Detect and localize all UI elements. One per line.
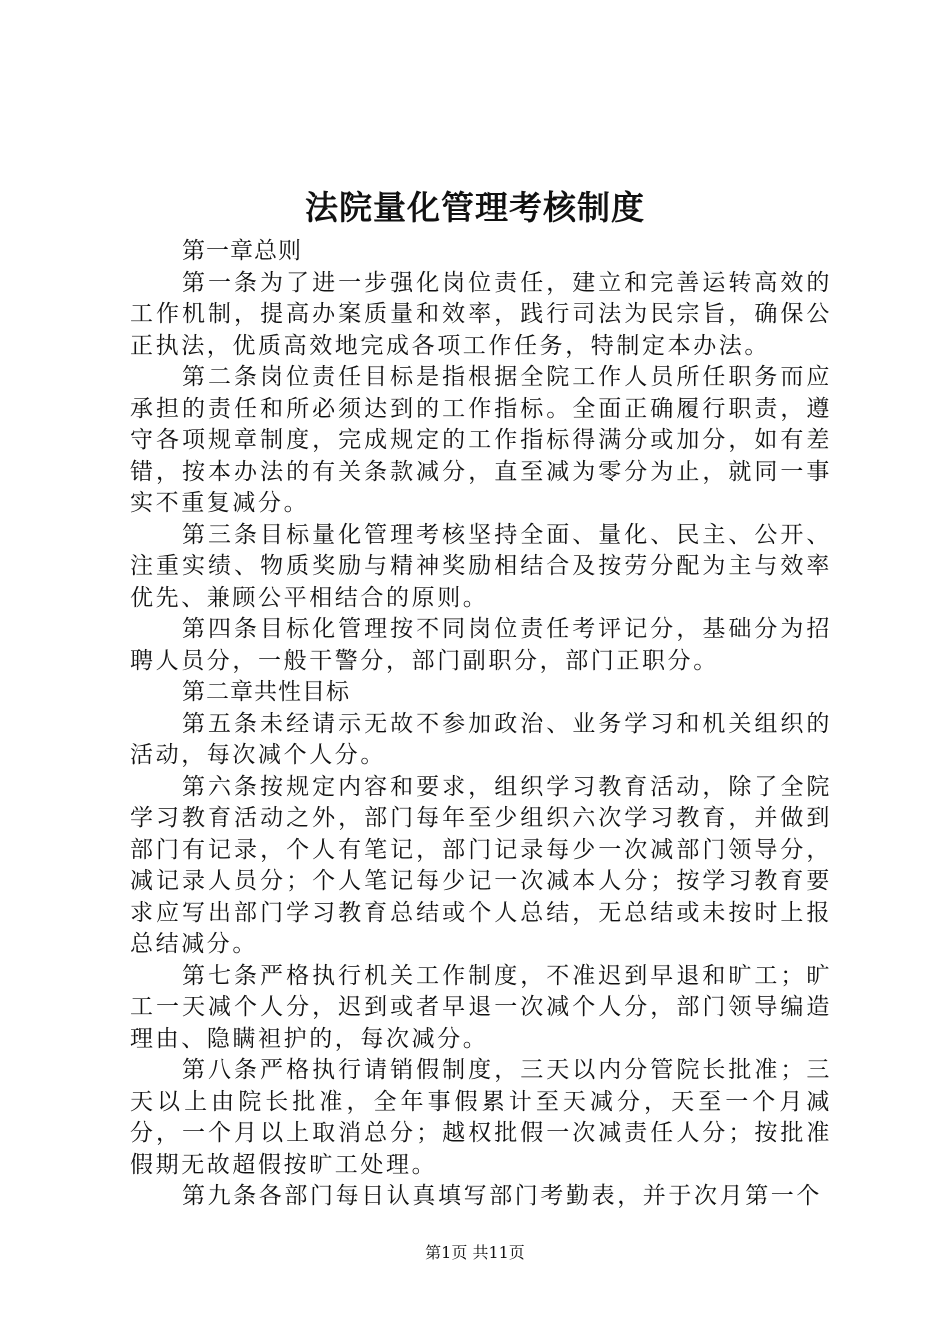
page-footer xyxy=(0,1242,950,1264)
page-number-label: 第1页 共11页 xyxy=(425,1243,525,1262)
article-paragraph: 第五条未经请示无故不参加政治、业务学习和机关组织的活动，每次减个人分。 xyxy=(130,710,832,768)
article-paragraph: 第九条各部门每日认真填写部门考勤表，并于次月第一个 xyxy=(182,1183,822,1209)
article-paragraph: 第七条严格执行机关工作制度，不准迟到早退和旷工；旷工一天减个人分，迟到或者早退一次减个人分，部门领导编造理由、隐瞒袒护的，每次减分。 xyxy=(130,962,832,1052)
chapter-heading: 第二章共性目标 xyxy=(182,679,350,705)
article-paragraph: 第六条按规定内容和要求，组织学习教育活动，除了全院学习教育活动之外，部门每年至少组织六次学习教育，并做到部门有记录，个人有笔记，部门记录每少一次减部门领导分，减记录人员分；个人笔记每少记一次减本人分；按学习教育要求应写出部门学习教育总结或个人总结，无总结或未按时上报总结减分。 xyxy=(130,773,832,957)
chapter-heading: 第一章总则 xyxy=(182,238,302,264)
article-paragraph: 第二条岗位责任目标是指根据全院工作人员所任职务而应承担的责任和所必须达到的工作指标。全面正确履行职责，遵守各项规章制度，完成规定的工作指标得满分或加分，如有差错，按本办法的有关条款减分，直至减为零分为止，就同一事实不重复减分。 xyxy=(130,364,832,516)
document-body xyxy=(130,236,832,1213)
article-paragraph: 第四条目标化管理按不同岗位责任考评记分，基础分为招聘人员分，一般干警分，部门副职分，部门正职分。 xyxy=(130,616,832,674)
document-title: 法院量化管理考核制度 xyxy=(305,188,645,227)
article-paragraph: 第三条目标量化管理考核坚持全面、量化、民主、公开、注重实绩、物质奖励与精神奖励相结合及按劳分配为主与效率优先、兼顾公平相结合的原则。 xyxy=(130,521,832,611)
article-paragraph: 第八条严格执行请销假制度，三天以内分管院长批准；三天以上由院长批准，全年事假累计至天减分，天至一个月减分，一个月以上取消总分；越权批假一次减责任人分；按批准假期无故超假按旷工处理。 xyxy=(130,1057,832,1178)
article-paragraph: 第一条为了进一步强化岗位责任，建立和完善运转高效的工作机制，提高办案质量和效率，践行司法为民宗旨，确保公正执法，优质高效地完成各项工作任务，特制定本办法。 xyxy=(130,269,832,359)
